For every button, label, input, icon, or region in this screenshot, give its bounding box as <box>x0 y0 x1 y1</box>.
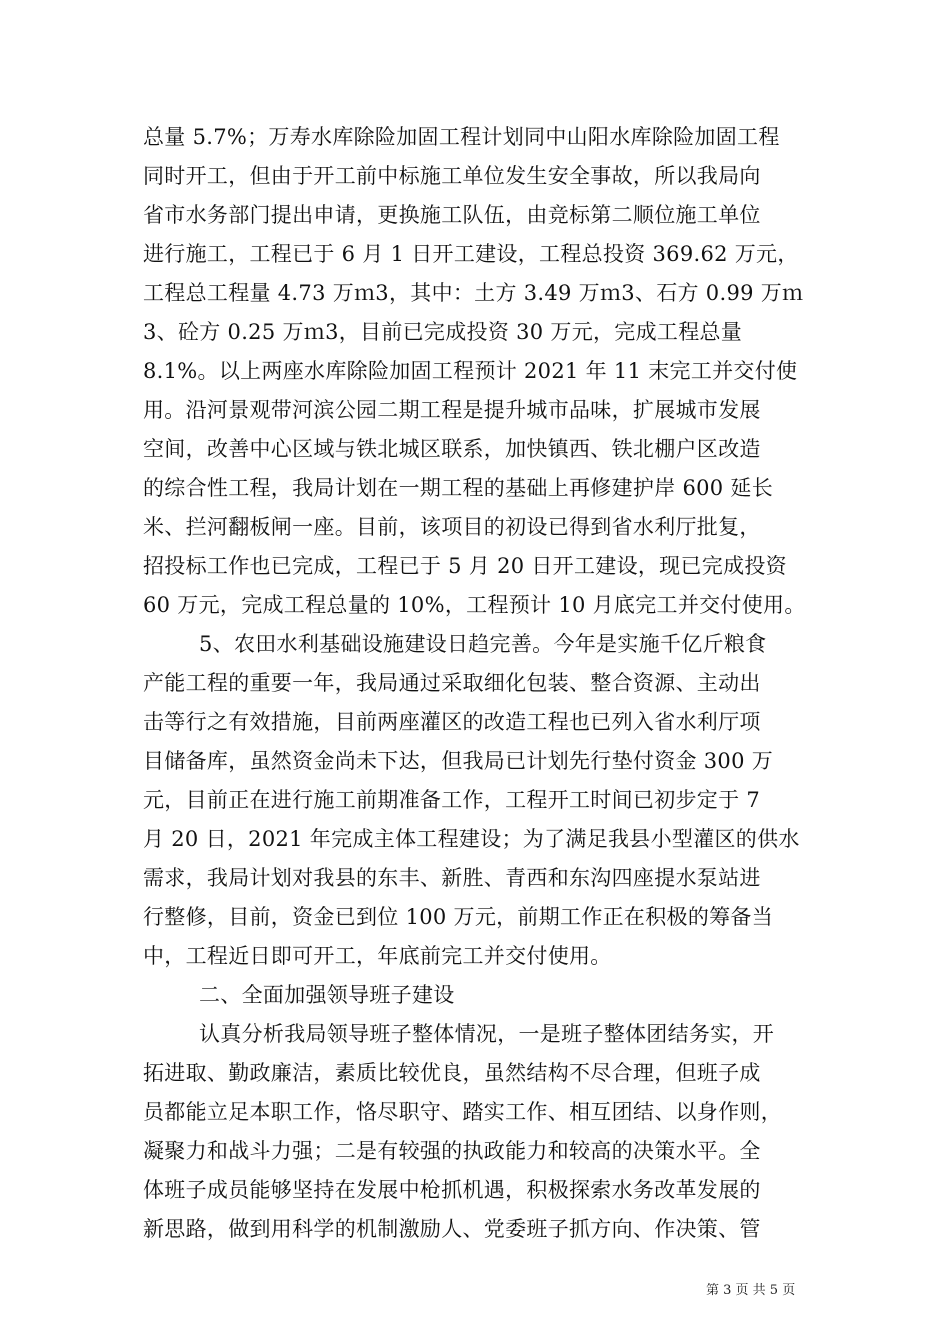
text-line: 需求，我局计划对我县的东丰、新胜、青西和东沟四座提水泵站进 <box>143 866 761 890</box>
text-line: 月 20 日，2021 年完成主体工程建设；为了满足我县小型灌区的供水 <box>143 827 800 851</box>
text-line: 进行施工，工程已于 6 月 1 日开工建设，工程总投资 369.62 万元， <box>143 242 799 266</box>
text-line: 元，目前正在进行施工前期准备工作，工程开工时间已初步定于 7 <box>143 788 761 812</box>
text-line: 拓进取、勤政廉洁，素质比较优良，虽然结构不尽合理，但班子成 <box>143 1061 761 1085</box>
text-line: 同时开工，但由于开工前中标施工单位发生安全事故，所以我局向 <box>143 164 761 188</box>
page-number-footer: 第 3 页 共 5 页 <box>706 1283 796 1298</box>
text-line: 中，工程近日即可开工，年底前完工并交付使用。 <box>143 944 612 968</box>
text-line: 的综合性工程，我局计划在一期工程的基础上再修建护岸 600 延长 <box>143 476 774 500</box>
text-line: 目储备库，虽然资金尚未下达，但我局已计划先行垫付资金 300 万 <box>143 749 774 773</box>
text-line: 体班子成员能够坚持在发展中枪抓机遇，积极探索水务改革发展的 <box>143 1178 761 1202</box>
document-body <box>143 118 807 1249</box>
text-line: 8.1%。以上两座水库除险加固工程预计 2021 年 11 末完工并交付使 <box>143 359 798 383</box>
paragraph-start-line: 5、农田水利基础设施建设日趋完善。今年是实施千亿斤粮食 <box>199 632 767 656</box>
text-line: 3、砼方 0.25 万ｍ3，目前已完成投资 30 万元，完成工程总量 <box>143 320 743 344</box>
section-heading: 二、全面加强领导班子建设 <box>199 983 455 1007</box>
text-line: 省市水务部门提出申请，更换施工队伍，由竞标第二顺位施工单位 <box>143 203 761 227</box>
text-line: 招投标工作也已完成，工程已于 5 月 20 日开工建设，现已完成投资 <box>143 554 787 578</box>
text-line: 击等行之有效措施，目前两座灌区的改造工程也已列入省水利厅项 <box>143 710 761 734</box>
text-line: 凝聚力和战斗力强；二是有较强的执政能力和较高的决策水平。全 <box>143 1139 761 1163</box>
paragraph-start-line: 认真分析我局领导班子整体情况，一是班子整体团结务实，开 <box>199 1022 775 1046</box>
text-line: 新思路，做到用科学的机制激励人、党委班子抓方向、作决策、管 <box>143 1217 761 1241</box>
text-line: 员都能立足本职工作，恪尽职守、踏实工作、相互团结、以身作则， <box>143 1100 782 1124</box>
text-line: 用。沿河景观带河滨公园二期工程是提升城市品味，扩展城市发展 <box>143 398 761 422</box>
text-line: 60 万元，完成工程总量的 10%，工程预计 10 月底完工并交付使用。 <box>143 593 806 617</box>
text-line: 总量 5.7%；万寿水库除险加固工程计划同中山阳水库除险加固工程 <box>143 125 780 149</box>
text-line: 产能工程的重要一年，我局通过采取细化包装、整合资源、主动出 <box>143 671 761 695</box>
text-line: 行整修，目前，资金已到位 100 万元，前期工作正在积极的筹备当 <box>143 905 774 929</box>
text-line: 空间，改善中心区域与铁北城区联系，加快镇西、铁北棚户区改造 <box>143 437 761 461</box>
text-line: 米、拦河翻板闸一座。目前，该项目的初设已得到省水利厅批复， <box>143 515 761 539</box>
text-line: 工程总工程量 4.73 万ｍ3，其中：土方 3.49 万ｍ3、石方 0.99 万ｍ <box>143 281 804 305</box>
